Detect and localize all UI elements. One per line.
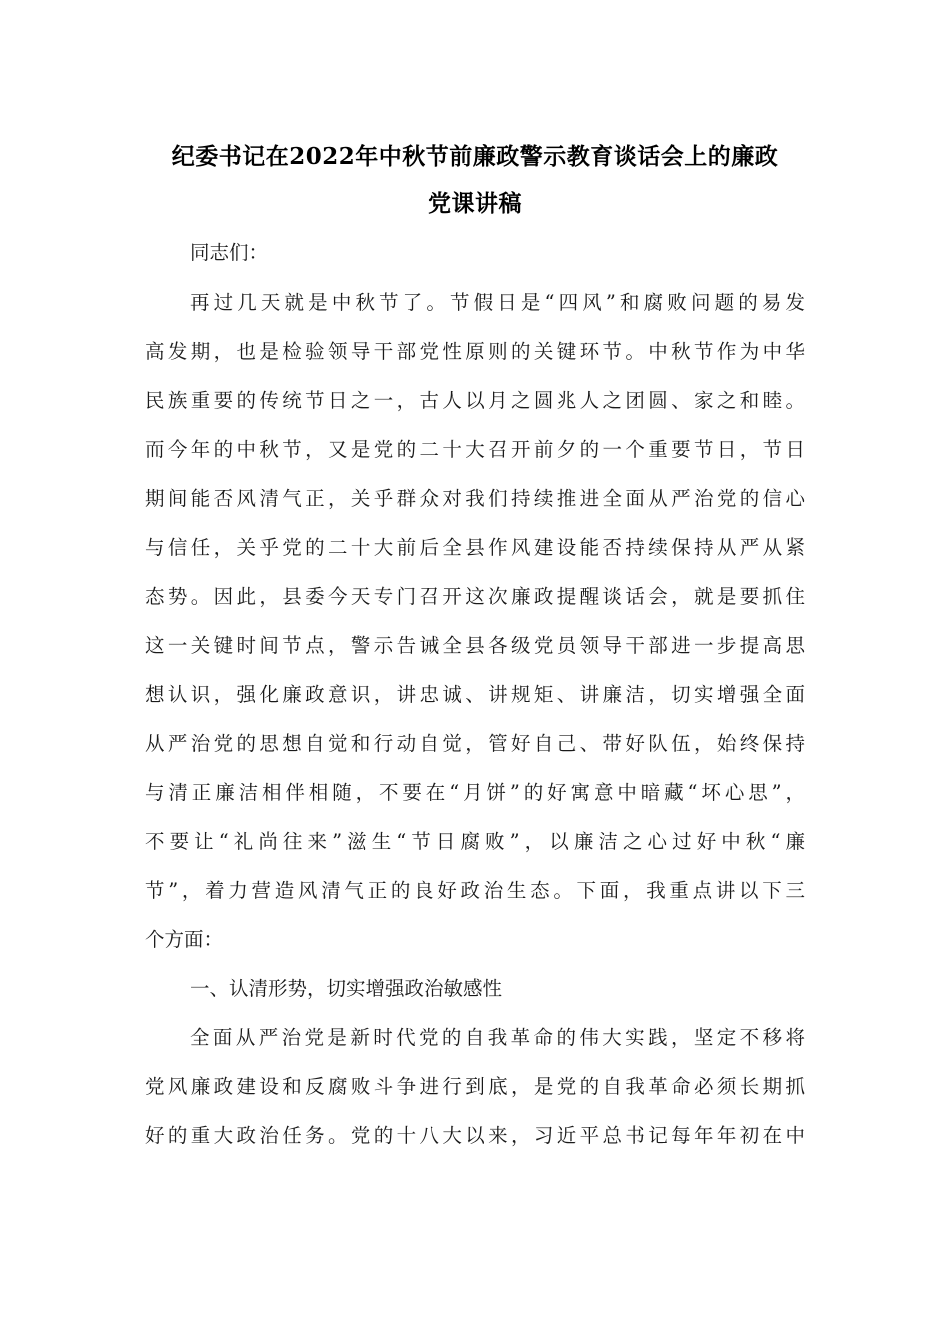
paragraph-line: 节”，着力营造风清气正的良好政治生态。下面，我重点讲以下三 [145, 879, 805, 902]
paragraph-line: 与清正廉洁相伴相随，不要在“月饼”的好寓意中暗藏“坏心思”， [145, 781, 805, 804]
paragraph-line: 个方面： [145, 928, 224, 951]
salutation: 同志们： [190, 241, 269, 264]
paragraph-line: 民族重要的传统节日之一，古人以月之圆兆人之团圆、家之和睦。 [145, 389, 805, 412]
paragraph-line: 与信任，关乎党的二十大前后全县作风建设能否持续保持从严从紧 [145, 536, 805, 559]
section-heading: 一、认清形势，切实增强政治敏感性 [190, 977, 503, 1000]
paragraph-line: 不要让“礼尚往来”滋生“节日腐败”，以廉洁之心过好中秋“廉 [145, 830, 805, 853]
paragraph-line: 想认识，强化廉政意识，讲忠诚、讲规矩、讲廉洁，切实增强全面 [145, 683, 805, 706]
document-title-line-1: 纪委书记在2022年中秋节前廉政警示教育谈话会上的廉政 [171, 143, 779, 170]
paragraph-line: 全面从严治党是新时代党的自我革命的伟大实践，坚定不移将 [190, 1026, 805, 1049]
paragraph-line: 这一关键时间节点，警示告诫全县各级党员领导干部进一步提高思 [145, 634, 805, 657]
paragraph-line: 高发期，也是检验领导干部党性原则的关键环节。中秋节作为中华 [145, 340, 805, 363]
document-title-line-2: 党课讲稿 [428, 190, 522, 217]
paragraph-line: 期间能否风清气正，关乎群众对我们持续推进全面从严治党的信心 [145, 487, 805, 510]
paragraph-line: 从严治党的思想自觉和行动自觉，管好自己、带好队伍，始终保持 [145, 732, 805, 755]
paragraph-line: 党风廉政建设和反腐败斗争进行到底，是党的自我革命必须长期抓 [145, 1075, 805, 1098]
paragraph-line: 好的重大政治任务。党的十八大以来，习近平总书记每年年初在中 [145, 1124, 805, 1147]
paragraph-line: 而今年的中秋节，又是党的二十大召开前夕的一个重要节日，节日 [145, 438, 805, 461]
paragraph-line: 再过几天就是中秋节了。节假日是“四风”和腐败问题的易发 [190, 291, 805, 314]
paragraph-line: 态势。因此，县委今天专门召开这次廉政提醒谈话会，就是要抓住 [145, 585, 805, 608]
